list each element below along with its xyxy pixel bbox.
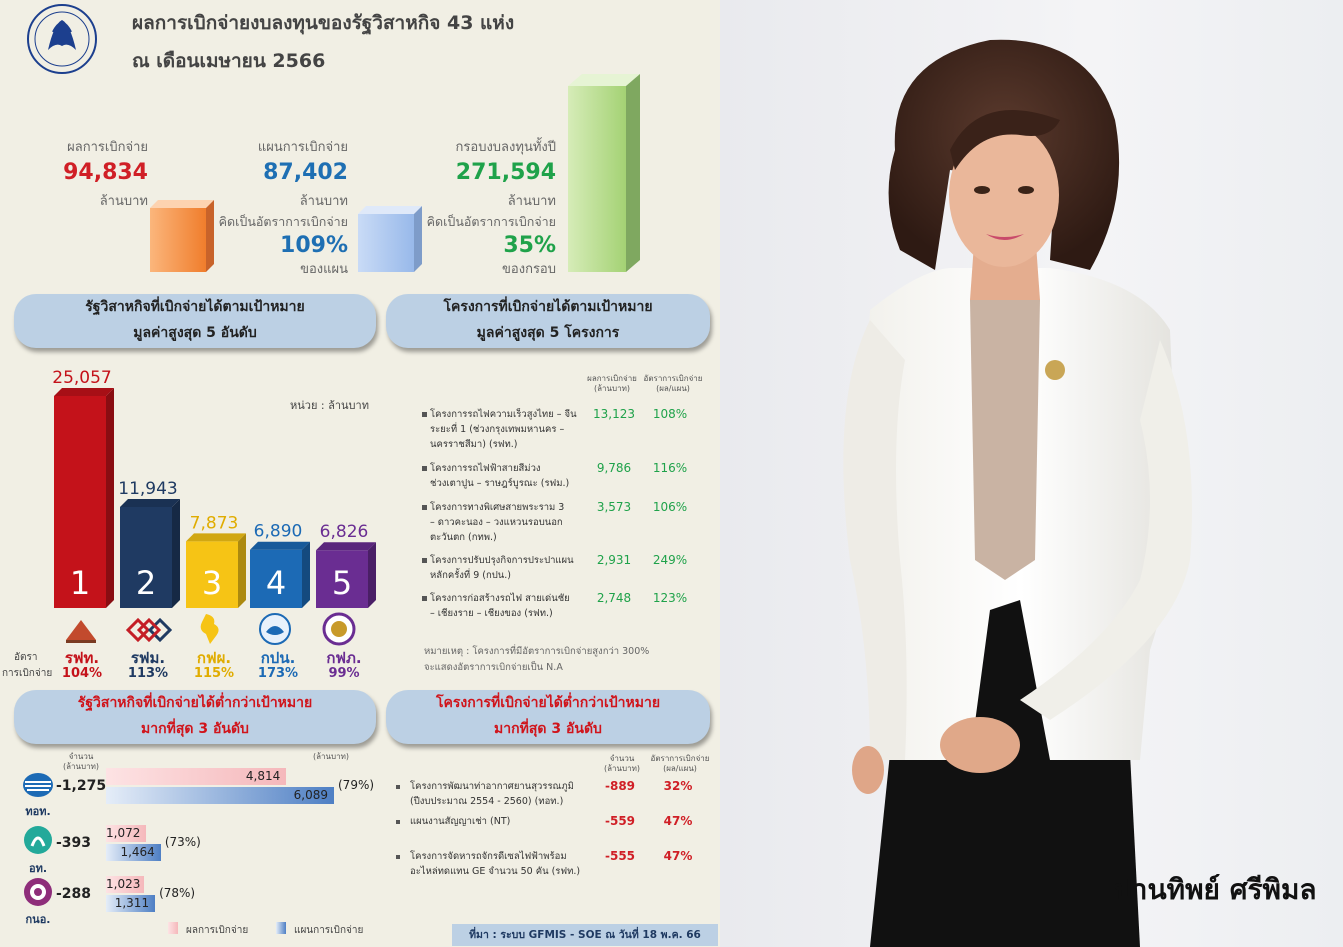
top-soe-heading-line1: รัฐวิสาหกิจที่เบิกจ่ายได้ตามเป้าหมาย [85,299,305,315]
top-project-rate: 106% [652,500,688,514]
soe-category-label: กปน. [260,649,296,667]
portrait-illustration [720,0,1343,947]
top-project-name-line: ตะวันตก (กทพ.) [430,532,497,543]
rank-number: 4 [265,564,287,602]
low-soe-col-amount-unit: (ล้านบาท) [63,762,99,771]
bullet-icon [422,596,427,601]
source-text: ที่มา : ระบบ GFMIS - SOE ณ วันที่ 18 พ.ค. 66 [469,929,701,941]
top-project-name-line: หลักครั้งที่ 9 (กปน.) [430,570,511,581]
soe-rate-label: 173% [257,666,299,681]
bullet-icon [422,558,427,563]
plan-bar-value: 6,089 [293,788,328,802]
top-project-name-line: โครงการรถไฟฟ้าสายสีม่วง [430,463,541,474]
legend-plan-label: แผนการเบิกจ่าย [294,925,364,936]
actual-bar-value: 1,072 [106,826,141,840]
top-project-rate: 249% [652,553,688,567]
top-project-name-line: – เชียงราย – เชียงของ (รฟท.) [430,608,553,619]
low-project-heading [386,690,710,744]
framework-rate: 35% [503,233,556,258]
framework-unit: ล้านบาท [507,194,556,209]
plan-bar-value: 1,311 [114,896,150,910]
bar-side-3 [302,542,310,608]
top-project-heading [386,294,710,348]
actual-label: ผลการเบิกจ่าย [67,140,148,155]
framework-value: 271,594 [455,160,556,185]
soe-rate-label: 113% [127,666,169,681]
low-proj-col-rate-label: อัตราการเบิกจ่าย [650,754,710,763]
page-title-line1: ผลการเบิกจ่ายงบลงทุนของรัฐวิสาหกิจ 43 แห่ง [132,12,515,34]
legend-actual-swatch [168,922,178,934]
low-proj-col-amount [592,754,652,774]
top-project-name-line: โครงการก่อสร้างรถไฟ สายเด่นชัย [430,593,570,604]
top-proj-col-rate-label: อัตราการเบิกจ่าย [643,374,703,383]
bar-side-0 [106,388,114,608]
low-soe-heading [14,690,376,744]
top-project-value: 13,123 [593,407,635,421]
kha-logo-icon [22,824,54,856]
bar-top-3 [250,542,310,550]
bar-value-label: 6,826 [319,522,369,543]
low-project-name-line: โครงการจัดหารถจักรดีเซลไฟฟ้าพร้อม [410,851,567,862]
bar-top-0 [54,388,114,396]
actual-value: 94,834 [63,160,148,185]
low-soe-heading-line2: มากที่สุด 3 อันดับ [141,721,249,737]
pea-logo-icon [322,612,356,646]
soe-category-label: กฟผ. [196,649,232,667]
rank-number: 3 [201,564,223,602]
low-project-heading-line1: โครงการที่เบิกจ่ายได้ต่ำกว่าเป้าหมาย [435,695,661,711]
bullet-icon [396,855,400,859]
low-project-name-line: (ปีงบประมาณ 2554 - 2560) (ทอท.) [410,796,564,807]
bar-side-4 [368,542,376,608]
framework-label: กรอบงบลงทุนทั้งปี [455,140,556,155]
bullet-icon [396,785,400,789]
top-project-value: 2,748 [596,591,632,605]
source-box [452,924,718,946]
low-soe-col-amount-label: จำนวน [68,752,94,761]
unit-label: หน่วย : ล้านบาท [290,399,369,412]
bar-side-1 [172,499,180,608]
bar-value-label: 25,057 [52,368,112,388]
top-soe-heading [14,294,376,348]
ministry-logo [20,2,104,76]
soe-category-label: กฟภ. [326,649,362,667]
actual-bar-value: 4,814 [245,769,281,783]
rate-axis-label-1: อัตรา [14,652,38,663]
low-proj-col-amount-label: จำนวน [609,754,635,763]
srt-logo-icon [62,614,100,646]
bar-top-2 [186,533,246,541]
rank-number: 1 [69,564,91,602]
top-proj-col-rate-unit: (ผล/แผน) [656,384,690,393]
low-proj-col-rate [644,754,716,774]
soe-category-label: รฟม. [130,649,166,667]
actual-unit: ล้านบาท [99,194,148,209]
egat-logo-icon [196,612,224,646]
bar-top-1 [120,499,180,507]
plan-value: 87,402 [263,160,348,185]
top-soe-bar-chart [0,360,390,620]
low-soe-difference: -288 [56,886,92,902]
top-proj-col-actual-label: ผลการเบิกจ่าย [587,374,637,383]
bar-top-4 [316,542,376,550]
top-project-rate: 123% [652,591,688,605]
low-soe-unit-right: (ล้านบาท) [313,752,349,761]
mrta-logo-icon [126,616,172,644]
top-project-rate: 116% [652,461,688,475]
bar-value-label: 6,890 [253,521,303,542]
low-soe-rate: (79%) [338,778,375,792]
top-project-name-line: โครงการปรับปรุงกิจการประปาแผน [430,555,574,566]
framework-rate-of: ของกรอบ [502,262,556,277]
top-project-rate: 108% [652,407,688,421]
low-project-value: -559 [604,814,636,828]
ieat-logo-icon [22,876,54,908]
plan-rate: 109% [280,233,348,258]
top-project-name-line: ระยะที่ 1 (ช่วงกรุงเทพมหานคร – [430,424,565,435]
top-project-value: 3,573 [596,500,632,514]
legend-actual-label: ผลการเบิกจ่าย [186,925,249,936]
bullet-icon [422,412,427,417]
aot-logo-icon [22,770,54,800]
bullet-icon [396,820,400,824]
framework-bar [568,74,644,274]
top-project-name-line: โครงการทางพิเศษสายพระราม 3 [430,502,565,513]
low-project-rate: 47% [663,849,693,863]
top-project-value: 2,931 [596,553,632,567]
note-line1: หมายเหตุ : โครงการที่มีอัตราการเบิกจ่ายสูงกว่า 300% [424,646,650,657]
top-project-name-line: ช่วงเตาปูน – ราษฎร์บูรณะ (รฟม.) [430,478,570,489]
low-soe-heading-line1: รัฐวิสาหกิจที่เบิกจ่ายได้ต่ำกว่าเป้าหมาย [77,695,313,711]
low-soe-category: อท. [28,862,48,875]
top-proj-col-rate [638,374,708,394]
soe-category-label: รฟท. [64,649,100,667]
low-project-name-line: แผนงานสัญญาเช่า (NT) [410,816,511,827]
top-proj-col-actual-unit: (ล้านบาท) [594,384,630,393]
low-project-rate: 47% [663,814,693,828]
low-proj-col-amount-unit: (ล้านบาท) [604,764,640,773]
plan-label: แผนการเบิกจ่าย [257,140,348,155]
rank-number: 5 [331,564,353,602]
page-title-line2: ณ เดือนเมษายน 2566 [132,50,326,72]
bullet-icon [422,466,427,471]
low-proj-col-rate-unit: (ผล/แผน) [663,764,697,773]
low-soe-rate: (78%) [159,886,196,900]
low-soe-col-amount [56,752,106,772]
top-project-heading-line2: มูลค่าสูงสุด 5 โครงการ [476,325,620,341]
low-project-rate: 32% [663,779,693,793]
bar-side-2 [238,533,246,608]
framework-rate-label: คิดเป็นอัตราการเบิกจ่าย [426,214,556,229]
soe-rate-label: 99% [328,666,360,681]
low-soe-rate: (73%) [164,835,201,849]
actual-bar-value: 1,023 [106,877,141,891]
bullet-icon [422,505,427,510]
top-proj-col-actual [580,374,644,394]
plan-rate-of: ของแผน [300,262,348,277]
low-soe-difference: -1,275 [56,778,107,794]
low-project-value: -889 [604,779,636,793]
low-project-name-line: โครงการพัฒนาท่าอากาศยานสุวรรณภูมิ [410,781,574,792]
low-soe-difference: -393 [56,835,92,851]
top-project-name-line: นครราชสีมา) (รฟท.) [430,439,518,450]
plan-unit: ล้านบาท [299,194,348,209]
top-soe-heading-line2: มูลค่าสูงสุด 5 อันดับ [133,325,257,341]
low-soe-category: กนอ. [25,913,51,926]
person-name: ปานทิพย์ ศรีพิมล [1114,873,1317,906]
mwa-logo-icon [258,612,292,646]
bar-value-label: 11,943 [118,478,178,499]
top-project-value: 9,786 [596,461,632,475]
portrait-photo [720,0,1343,947]
rank-number: 2 [135,564,157,602]
low-project-heading-line2: มากที่สุด 3 อันดับ [494,721,602,737]
soe-rate-label: 115% [193,666,235,681]
legend-plan-swatch [276,922,286,934]
soe-rate-label: 104% [61,666,103,681]
low-soe-category: ทอท. [25,805,51,818]
low-project-value: -555 [604,849,636,863]
low-project-name-line: อะไหล่ทดแทน GE จำนวน 50 คัน (รฟท.) [410,866,581,877]
plan-rate-label: คิดเป็นอัตราการเบิกจ่าย [218,214,348,229]
bar-value-label: 7,873 [189,513,239,534]
top-project-name-line: – ดาวคะนอง – วงแหวนรอบนอก [430,517,563,528]
rate-axis-label-2: การเบิกจ่าย [2,668,53,679]
note-line2: จะแสดงอัตราการเบิกจ่ายเป็น N.A [424,662,563,673]
top-project-heading-line1: โครงการที่เบิกจ่ายได้ตามเป้าหมาย [443,299,653,315]
plan-bar-value: 1,464 [120,845,155,859]
top-project-name-line: โครงการรถไฟความเร็วสูงไทย – จีน [430,409,577,420]
